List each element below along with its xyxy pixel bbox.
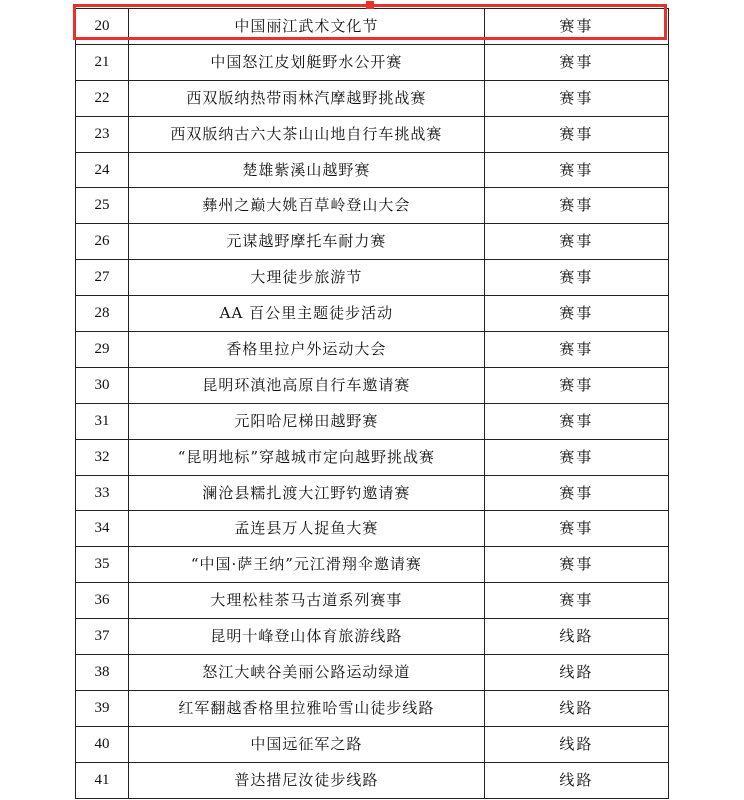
event-name-cell: 香格里拉户外运动大会 [129, 332, 485, 368]
table-row [76, 224, 669, 260]
event-name-cell: 中国丽江武术文化节 [129, 9, 485, 45]
row-number-cell: 27 [76, 260, 129, 296]
table-row [76, 260, 669, 296]
table-row [76, 296, 669, 332]
row-number-cell: 31 [76, 403, 129, 439]
table-row [76, 188, 669, 224]
row-number-cell: 39 [76, 690, 129, 726]
event-name-cell: “中国·萨王纳”元江滑翔伞邀请赛 [129, 547, 485, 583]
event-name-cell: 昆明环滇池高原自行车邀请赛 [129, 367, 485, 403]
table-row [76, 9, 669, 45]
row-number-cell: 20 [76, 9, 129, 45]
event-name-cell: 孟连县万人捉鱼大赛 [129, 511, 485, 547]
row-number-cell: 29 [76, 332, 129, 368]
row-number-cell: 26 [76, 224, 129, 260]
table-row [76, 583, 669, 619]
table-row [76, 655, 669, 691]
event-type-cell: 赛事 [484, 296, 668, 332]
row-number-cell: 25 [76, 188, 129, 224]
event-type-cell: 线路 [484, 655, 668, 691]
selection-handle[interactable] [366, 1, 374, 9]
event-type-cell: 赛事 [484, 511, 668, 547]
event-name-cell: 楚雄紫溪山越野赛 [129, 152, 485, 188]
event-type-cell: 赛事 [484, 583, 668, 619]
event-type-cell: 赛事 [484, 152, 668, 188]
event-name-cell: 元谋越野摩托车耐力赛 [129, 224, 485, 260]
row-number-cell: 21 [76, 44, 129, 80]
table-row [76, 80, 669, 116]
row-number-cell: 37 [76, 619, 129, 655]
events-table [75, 8, 669, 799]
event-type-cell: 赛事 [484, 403, 668, 439]
event-name-cell: 元阳哈尼梯田越野赛 [129, 403, 485, 439]
table-row [76, 439, 669, 475]
table-row [76, 44, 669, 80]
table-row [76, 403, 669, 439]
table-row [76, 116, 669, 152]
table-row [76, 762, 669, 798]
event-type-cell: 线路 [484, 762, 668, 798]
event-type-cell: 赛事 [484, 547, 668, 583]
event-name-cell: 红军翻越香格里拉雅哈雪山徒步线路 [129, 690, 485, 726]
event-name-cell: 西双版纳古六大茶山山地自行车挑战赛 [129, 116, 485, 152]
event-type-cell: 线路 [484, 619, 668, 655]
event-name-cell: 大理徒步旅游节 [129, 260, 485, 296]
event-name-cell: 彝州之巅大姚百草岭登山大会 [129, 188, 485, 224]
row-number-cell: 40 [76, 726, 129, 762]
row-number-cell: 33 [76, 475, 129, 511]
row-number-cell: 36 [76, 583, 129, 619]
row-number-cell: 28 [76, 296, 129, 332]
event-type-cell: 赛事 [484, 9, 668, 45]
event-type-cell: 线路 [484, 726, 668, 762]
event-name-cell: 昆明十峰登山体育旅游线路 [129, 619, 485, 655]
event-type-cell: 赛事 [484, 188, 668, 224]
row-number-cell: 24 [76, 152, 129, 188]
event-name-cell: 中国怒江皮划艇野水公开赛 [129, 44, 485, 80]
event-type-cell: 赛事 [484, 116, 668, 152]
row-number-cell: 30 [76, 367, 129, 403]
table-row [76, 152, 669, 188]
event-type-cell: 赛事 [484, 224, 668, 260]
row-number-cell: 32 [76, 439, 129, 475]
table-body [76, 9, 669, 799]
row-number-cell: 34 [76, 511, 129, 547]
event-type-cell: 赛事 [484, 80, 668, 116]
event-name-cell: AA 百公里主题徒步活动 [129, 296, 485, 332]
table-row [76, 547, 669, 583]
event-name-cell: 中国远征军之路 [129, 726, 485, 762]
row-number-cell: 23 [76, 116, 129, 152]
event-name-cell: 大理松桂茶马古道系列赛事 [129, 583, 485, 619]
event-name-cell: “昆明地标”穿越城市定向越野挑战赛 [129, 439, 485, 475]
row-number-cell: 38 [76, 655, 129, 691]
row-number-cell: 41 [76, 762, 129, 798]
table-row [76, 475, 669, 511]
row-number-cell: 35 [76, 547, 129, 583]
event-type-cell: 赛事 [484, 475, 668, 511]
event-name-cell: 澜沧县糯扎渡大江野钓邀请赛 [129, 475, 485, 511]
table-row [76, 367, 669, 403]
event-type-cell: 赛事 [484, 332, 668, 368]
table-row [76, 726, 669, 762]
event-name-cell: 西双版纳热带雨林汽摩越野挑战赛 [129, 80, 485, 116]
event-type-cell: 赛事 [484, 367, 668, 403]
row-number-cell: 22 [76, 80, 129, 116]
table-row [76, 511, 669, 547]
table-row [76, 690, 669, 726]
event-name-cell: 普达措尼汝徒步线路 [129, 762, 485, 798]
event-type-cell: 赛事 [484, 260, 668, 296]
event-type-cell: 线路 [484, 690, 668, 726]
table-row [76, 332, 669, 368]
event-name-cell: 怒江大峡谷美丽公路运动绿道 [129, 655, 485, 691]
event-type-cell: 赛事 [484, 439, 668, 475]
event-type-cell: 赛事 [484, 44, 668, 80]
table-row [76, 619, 669, 655]
